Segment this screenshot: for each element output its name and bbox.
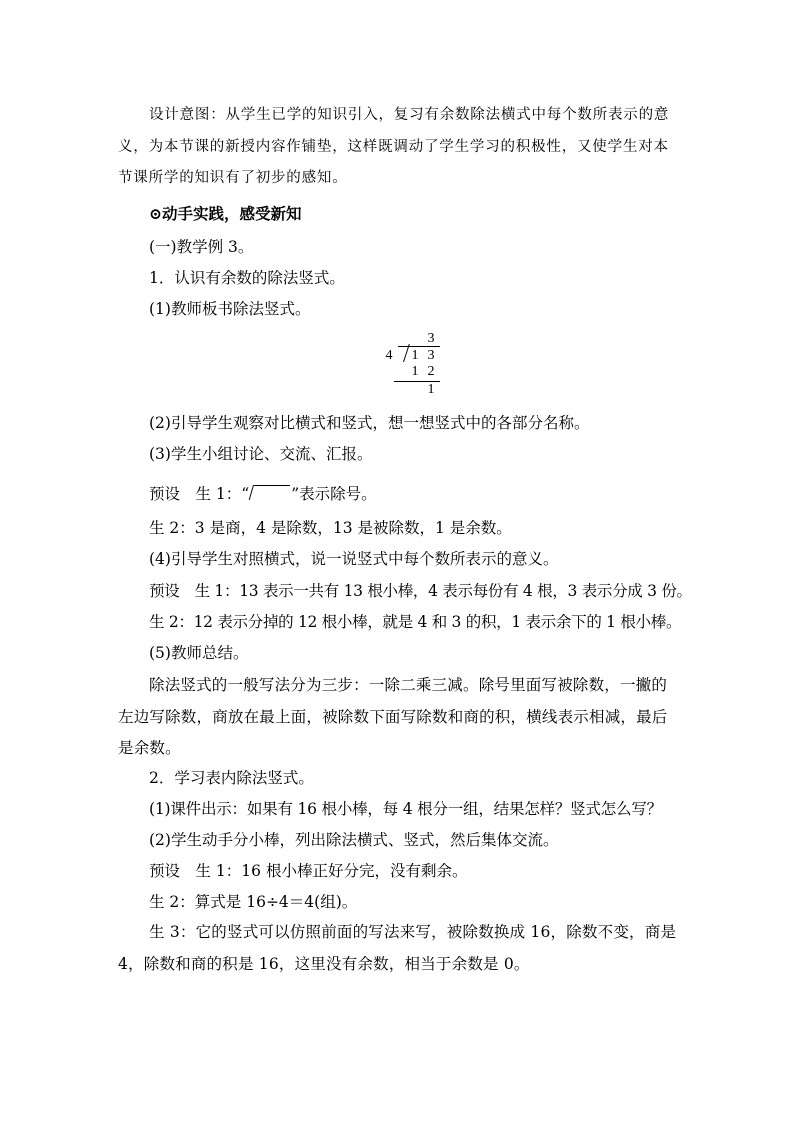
student2-equation: 生 2：算式是 16÷4＝4(组)。 bbox=[149, 893, 358, 911]
student2-line: 生 2：3 是商，4 是除数，13 是被除数，1 是余数。 bbox=[149, 519, 512, 537]
item2-step1: (1)课件出示：如果有 16 根小棒，每 4 根分一组，结果怎样？竖式怎么写？ bbox=[149, 800, 662, 818]
preset1-prefix: 预设 生 1：“ bbox=[149, 485, 250, 503]
student2-meaning: 生 2：12 表示分掉的 12 根小棒，就是 4 和 3 的积，1 表示余下的 1 根小棒。 bbox=[149, 613, 682, 631]
design-intent-paragraph: 设计意图：从学生已学的知识引入，复习有余数除法横式中每个数所表示的意义，为本节课的新授内容作铺垫，这样既调动了学生学习的积极性，又使学生对本节课所学的知识有了初步的感知。 bbox=[118, 107, 670, 186]
preset1-suffix: ”表示除号。 bbox=[291, 485, 377, 503]
remainder-digit: 1 bbox=[427, 382, 435, 397]
item2-title: 2．学习表内除法竖式。 bbox=[149, 769, 314, 787]
preset-student1-16: 预设 生 1：16 根小棒正好分完，没有剩余。 bbox=[149, 862, 468, 880]
item1-step5: (5)教师总结。 bbox=[149, 644, 249, 662]
item1-step2: (2)引导学生观察对比横式和竖式，想一想竖式中的各部分名称。 bbox=[149, 414, 590, 432]
section-heading: ⊙动手实践，感受新知 bbox=[149, 204, 302, 223]
item2-step2: (2)学生动手分小棒，列出除法横式、竖式，然后集体交流。 bbox=[149, 831, 559, 849]
preset-student1-meaning: 预设 生 1：13 表示一共有 13 根小棒，4 表示每份有 4 根，3 表示分成 3 份。 bbox=[149, 582, 692, 600]
item1-title: 1．认识有余数的除法竖式。 bbox=[149, 269, 345, 287]
item1-step3: (3)学生小组讨论、交流、汇报。 bbox=[149, 445, 373, 463]
example-heading: (一)教学例 3。 bbox=[149, 238, 254, 256]
divisor-digit: 4 bbox=[385, 348, 393, 363]
preset-student1-line bbox=[149, 483, 377, 504]
quotient-digit: 3 bbox=[427, 331, 435, 346]
division-sign-glyph bbox=[250, 483, 290, 501]
item1-step4: (4)引导学生对照横式，说一说竖式中每个数所表示的意义。 bbox=[149, 550, 559, 568]
summary-paragraph: 除法竖式的一般写法分为三步：一除二乘三减。除号里面写被除数，一撇的左边写除数，商放在最上面，被除数下面写除数和商的积，横线表示相减，最后是余数。 bbox=[118, 676, 668, 757]
dividend-ones-digit: 3 bbox=[427, 348, 435, 363]
division-bracket bbox=[393, 344, 410, 362]
student3-paragraph: 生 3：它的竖式可以仿照前面的写法来写，被除数换成 16，除数不变，商是 4，除数和商的积是 16，这里没有余数，相当于余数是 0。 bbox=[118, 923, 677, 973]
product-ones-digit: 2 bbox=[427, 364, 435, 379]
item1-step1: (1)教师板书除法竖式。 bbox=[149, 300, 311, 318]
product-tens-digit: 1 bbox=[411, 364, 419, 379]
dividend-tens-digit: 1 bbox=[411, 348, 419, 363]
long-division-figure bbox=[384, 330, 444, 398]
